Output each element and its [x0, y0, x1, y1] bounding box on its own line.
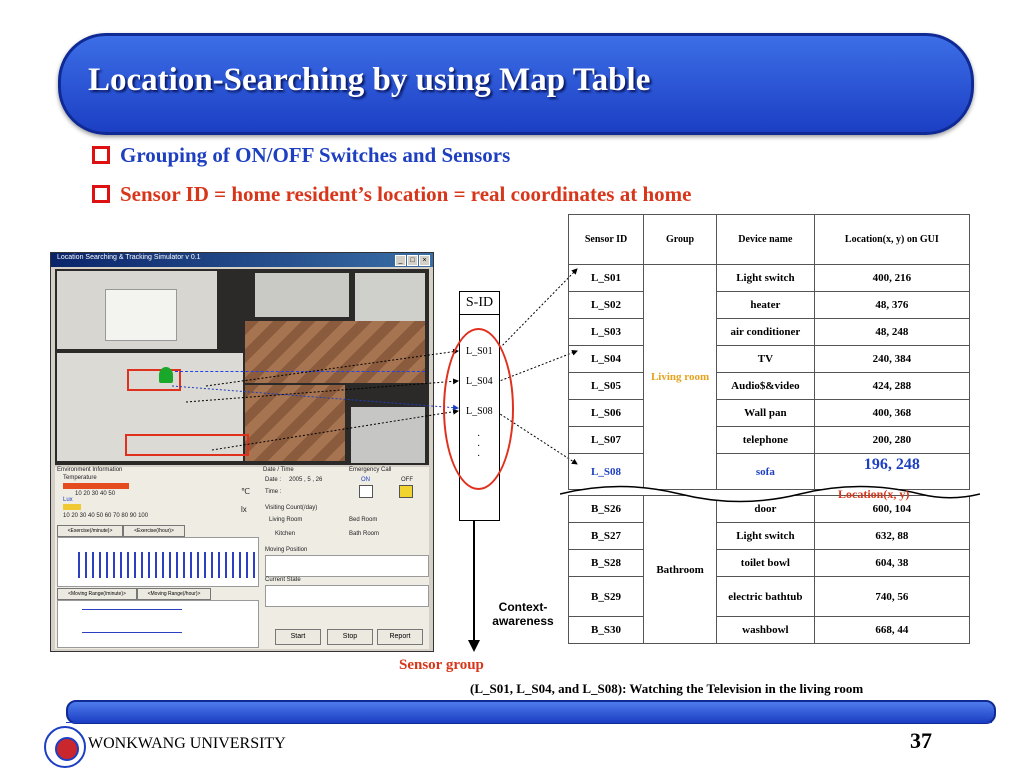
sensor-group-oval: [443, 328, 514, 490]
date-label: Date :: [265, 477, 282, 483]
location-cell: 400, 368: [814, 400, 969, 427]
sensor-group-label: Sensor group: [399, 657, 484, 673]
stop-button[interactable]: Stop: [327, 629, 373, 645]
slide-title: Location-Searching by using Map Table: [88, 62, 651, 98]
kitchen-label: Kitchen: [275, 531, 296, 537]
bullet-grouping: Grouping of ON/OFF Switches and Sensors: [92, 143, 510, 168]
tab-moving-range-hour[interactable]: <Moving Range(/hour)>: [137, 588, 211, 600]
device-cell: air conditioner: [717, 319, 815, 346]
date-value: 2005 , 5 , 26: [289, 477, 323, 483]
university-logo-icon: [44, 726, 86, 768]
location-cell: 400, 216: [814, 265, 969, 292]
location-cell: 668, 44: [814, 617, 969, 644]
tab-exercise-hour[interactable]: <Exercise(/hour)>: [123, 525, 185, 537]
sid-item: L_S01: [466, 346, 493, 357]
device-cell: TV: [717, 346, 815, 373]
device-cell: Light switch: [717, 523, 815, 550]
simulator-title: Location Searching & Tracking Simulator v 0.1: [57, 254, 201, 261]
temperature-unit: ℃: [241, 487, 250, 496]
location-cell: 48, 248: [814, 319, 969, 346]
header-sensor-id: Sensor ID: [569, 215, 644, 265]
emergency-off-label: OFF: [401, 477, 413, 483]
sensor-id-cell: L_S02: [569, 292, 644, 319]
sid-header: S-ID: [460, 292, 499, 315]
emergency-call-label: Emergency Call: [349, 467, 392, 473]
sid-ellipsis: · · ·: [477, 431, 481, 462]
logo-inner: [55, 737, 79, 761]
connector-blue-track: [172, 386, 458, 408]
page-number: 37: [910, 728, 932, 753]
sensor-id-cell-highlight: L_S08: [569, 454, 644, 490]
device-cell: Wall pan: [717, 400, 815, 427]
location-cell: 604, 38: [814, 550, 969, 577]
device-cell: telephone: [717, 427, 815, 454]
sensor-id-cell: B_S29: [569, 577, 644, 617]
sensor-id-cell: L_S06: [569, 400, 644, 427]
sensor-id-cell: B_S26: [569, 496, 644, 523]
group-living-room: Living room: [644, 265, 717, 490]
tab-moving-range-minute[interactable]: <Moving Range(/minute)>: [57, 588, 137, 600]
living-room-label: Living Room: [269, 517, 303, 523]
lux-unit: lx: [241, 505, 247, 514]
device-cell: electric bathtub: [717, 577, 815, 617]
header-location: Location(x, y) on GUI: [814, 215, 969, 265]
lux-ticks: 10 20 30 40 50 60 70 80 90 100: [63, 513, 149, 519]
visiting-count-label: Visiting Count(/day): [265, 505, 318, 511]
date-time-label: Date / Time: [263, 467, 294, 473]
device-cell: heater: [717, 292, 815, 319]
location-cell: 600, 104: [814, 496, 969, 523]
connector-telephone-s08: [212, 411, 458, 450]
connector-tv-s04: [186, 381, 458, 402]
bath-room-label: Bath Room: [349, 531, 380, 537]
device-cell: toilet bowl: [717, 550, 815, 577]
table-wave-break: [560, 484, 980, 504]
device-cell: Light switch: [717, 265, 815, 292]
location-xy-note: Location(x, y): [838, 487, 910, 501]
moving-position-label: Moving Position: [265, 547, 308, 553]
header-group: Group: [644, 215, 717, 265]
tab-exercise-minute[interactable]: <Exercise(/minute)>: [57, 525, 123, 537]
bullet-sensor-id: Sensor ID = home resident’s location = real coordinates at home: [92, 182, 691, 207]
sensor-id-cell: L_S04: [569, 346, 644, 373]
emergency-on-label: ON: [361, 477, 370, 483]
slide-caption: (L_S01, L_S04, and L_S08): Watching the Television in the living room: [470, 681, 864, 696]
context-awareness-label: Context-awareness: [492, 600, 554, 628]
device-cell: washbowl: [717, 617, 815, 644]
maximize-icon[interactable]: □: [407, 255, 418, 266]
group-bathroom: Bathroom: [644, 496, 717, 644]
connector-sofa-s01: [206, 351, 458, 386]
sensor-id-cell: L_S03: [569, 319, 644, 346]
device-cell-highlight: sofa: [717, 454, 815, 490]
sid-item: L_S08: [466, 406, 493, 417]
current-state-label: Current State: [265, 577, 301, 583]
location-cell: 48, 376: [814, 292, 969, 319]
location-cell-highlight: 196, 248: [814, 454, 969, 490]
sid-item: L_S04: [466, 376, 493, 387]
start-button[interactable]: Start: [275, 629, 321, 645]
sensor-id-cell: B_S27: [569, 523, 644, 550]
sensor-id-cell: L_S07: [569, 427, 644, 454]
lux-label: Lux: [63, 497, 73, 503]
sensor-id-cell: B_S30: [569, 617, 644, 644]
time-label: Time :: [265, 489, 282, 495]
bed-room-label: Bed Room: [349, 517, 378, 523]
device-cell: door: [717, 496, 815, 523]
temperature-ticks: 10 20 30 40 50: [75, 491, 116, 497]
sensor-id-cell: L_S05: [569, 373, 644, 400]
location-cell: 632, 88: [814, 523, 969, 550]
location-cell: 424, 288: [814, 373, 969, 400]
sensor-map-table: [568, 214, 970, 652]
sensor-id-cell: B_S28: [569, 550, 644, 577]
location-cell: 240, 384: [814, 346, 969, 373]
connector-s01-table: [497, 269, 577, 351]
close-icon[interactable]: ×: [419, 255, 430, 266]
university-name: WONKWANG UNIVERSITY: [88, 735, 286, 752]
header-device-name: Device name: [717, 215, 815, 265]
env-info-label: Environment Information: [57, 467, 123, 473]
minimize-icon[interactable]: _: [395, 255, 406, 266]
location-cell: 740, 56: [814, 577, 969, 617]
footer-divider: [66, 722, 992, 723]
report-button[interactable]: Report: [377, 629, 423, 645]
location-cell: 200, 280: [814, 427, 969, 454]
sensor-id-cell: L_S01: [569, 265, 644, 292]
device-cell: Audio$&video: [717, 373, 815, 400]
footer-bar: [66, 700, 996, 724]
temperature-label: Temperature: [63, 475, 97, 481]
